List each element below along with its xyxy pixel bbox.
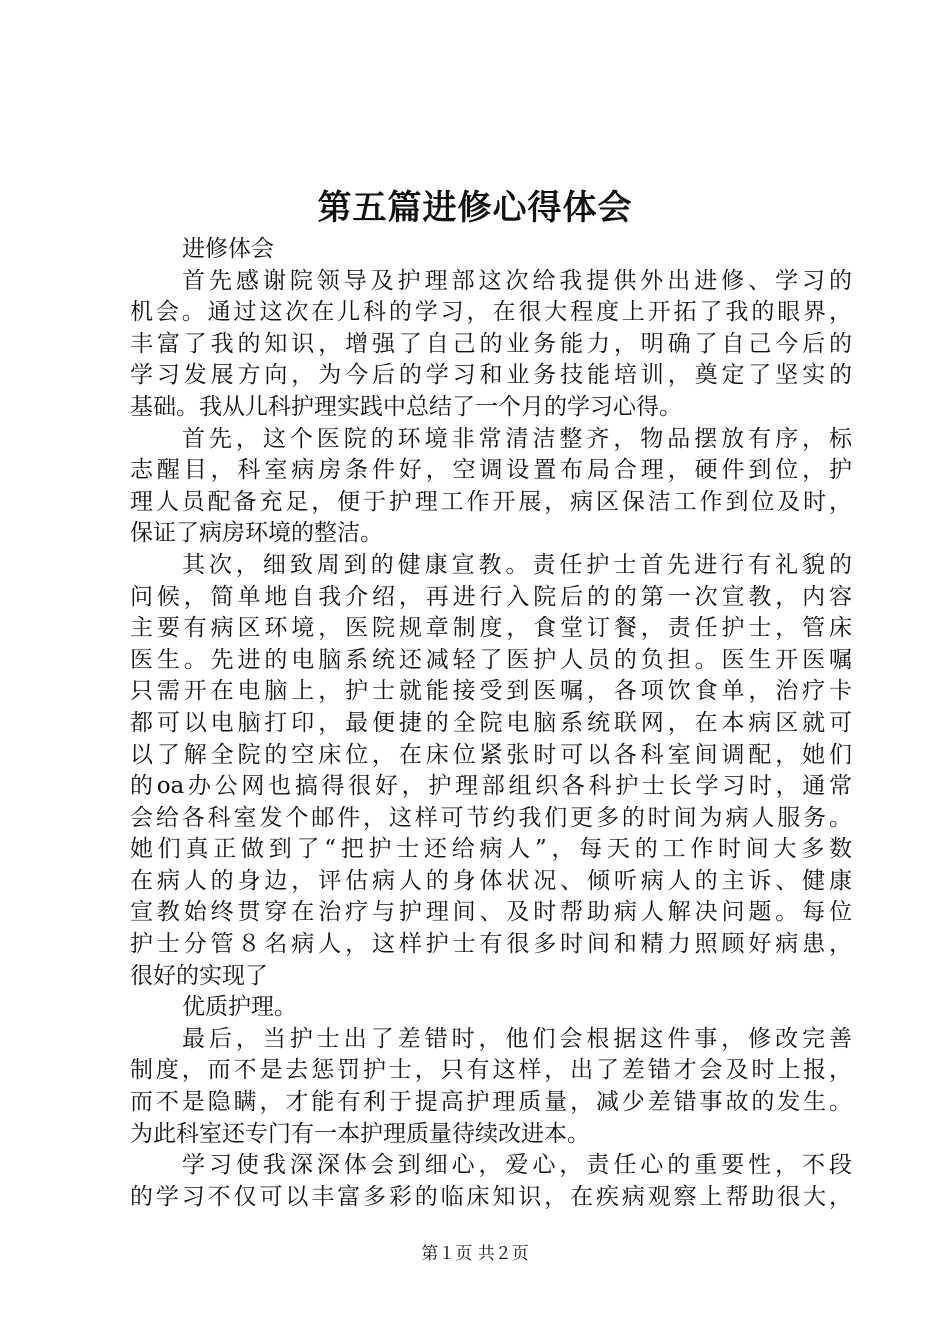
text-line: 为此科室还专门有一本护理质量待续改进本。 xyxy=(130,1120,590,1147)
text-line: 基础。我从儿科护理实践中总结了一个月的学习心得。 xyxy=(130,393,682,420)
document-title: 第五篇进修心得体会 xyxy=(317,188,633,228)
text-line: 问候，简单地自我介绍，再进行入院后的的第一次宣教，内容 xyxy=(130,583,852,610)
text-line: 宣教始终贯穿在治疗与护理间、及时帮助病人解决问题。每位 xyxy=(130,899,852,926)
text-line: 以了解全院的空床位，在床位紧张时可以各科室间调配，她们 xyxy=(130,741,852,768)
text-line: 机会。通过这次在儿科的学习，在很大程度上开拓了我的眼界， xyxy=(130,299,852,326)
text-line: 优质护理。 xyxy=(182,994,297,1021)
text-line: 其次，细致周到的健康宣教。责任护士首先进行有礼貌的 xyxy=(182,551,852,578)
text-line: 而不是隐瞒，才能有利于提高护理质量，减少差错事故的发生。 xyxy=(130,1089,852,1116)
text-line: 进修体会 xyxy=(182,236,274,262)
document-body xyxy=(130,234,852,1213)
text-line: 制度，而不是去惩罚护士，只有这样，出了差错才会及时上报， xyxy=(130,1057,852,1084)
text-line: 都可以电脑打印，最便捷的全院电脑系统联网，在本病区就可 xyxy=(130,709,852,736)
text-line: 很好的实现了 xyxy=(130,962,268,989)
text-line: 理人员配备充足，便于护理工作开展，病区保洁工作到位及时， xyxy=(130,488,852,515)
text-line: 医生。先进的电脑系统还减轻了医护人员的负担。医生开医嘱 xyxy=(130,646,852,673)
text-line: 只需开在电脑上，护士就能接受到医嘱，各项饮食单，治疗卡 xyxy=(130,678,852,705)
text-line: 首先，这个医院的环境非常清洁整齐，物品摆放有序，标 xyxy=(182,425,852,452)
text-line: 学习使我深深体会到细心，爱心，责任心的重要性，不段 xyxy=(182,1152,852,1179)
text-line: 护士分管８名病人，这样护士有很多时间和精力照顾好病患， xyxy=(130,931,852,958)
text-line: 会给各科室发个邮件，这样可节约我们更多的时间为病人服务。 xyxy=(130,804,852,831)
text-line: 的oa办公网也搞得很好，护理部组织各科护士长学习时，通常 xyxy=(130,773,852,800)
text-line: 最后，当护士出了差错时，他们会根据这件事，修改完善 xyxy=(182,1025,852,1052)
text-line: 的学习不仅可以丰富多彩的临床知识，在疾病观察上帮助很大， xyxy=(130,1183,852,1210)
text-line: 丰富了我的知识，增强了自己的业务能力，明确了自己今后的 xyxy=(130,330,852,357)
text-line: 她们真正做到了“把护士还给病人”，每天的工作时间大多数 xyxy=(130,836,852,863)
text-line: 学习发展方向，为今后的学习和业务技能培训，奠定了坚实的 xyxy=(130,362,852,389)
text-line: 志醒目，科室病房条件好，空调设置布局合理，硬件到位，护 xyxy=(130,457,852,484)
text-line: 主要有病区环境，医院规章制度，食堂订餐，责任护士，管床 xyxy=(130,615,852,642)
text-line: 保证了病房环境的整洁。 xyxy=(130,520,383,547)
page-footer: 第１页 共２页 xyxy=(421,1244,529,1264)
text-line: 首先感谢院领导及护理部这次给我提供外出进修、学习的 xyxy=(182,267,852,294)
text-line: 在病人的身边，评估病人的身体状况、倾听病人的主诉、健康 xyxy=(130,867,852,894)
